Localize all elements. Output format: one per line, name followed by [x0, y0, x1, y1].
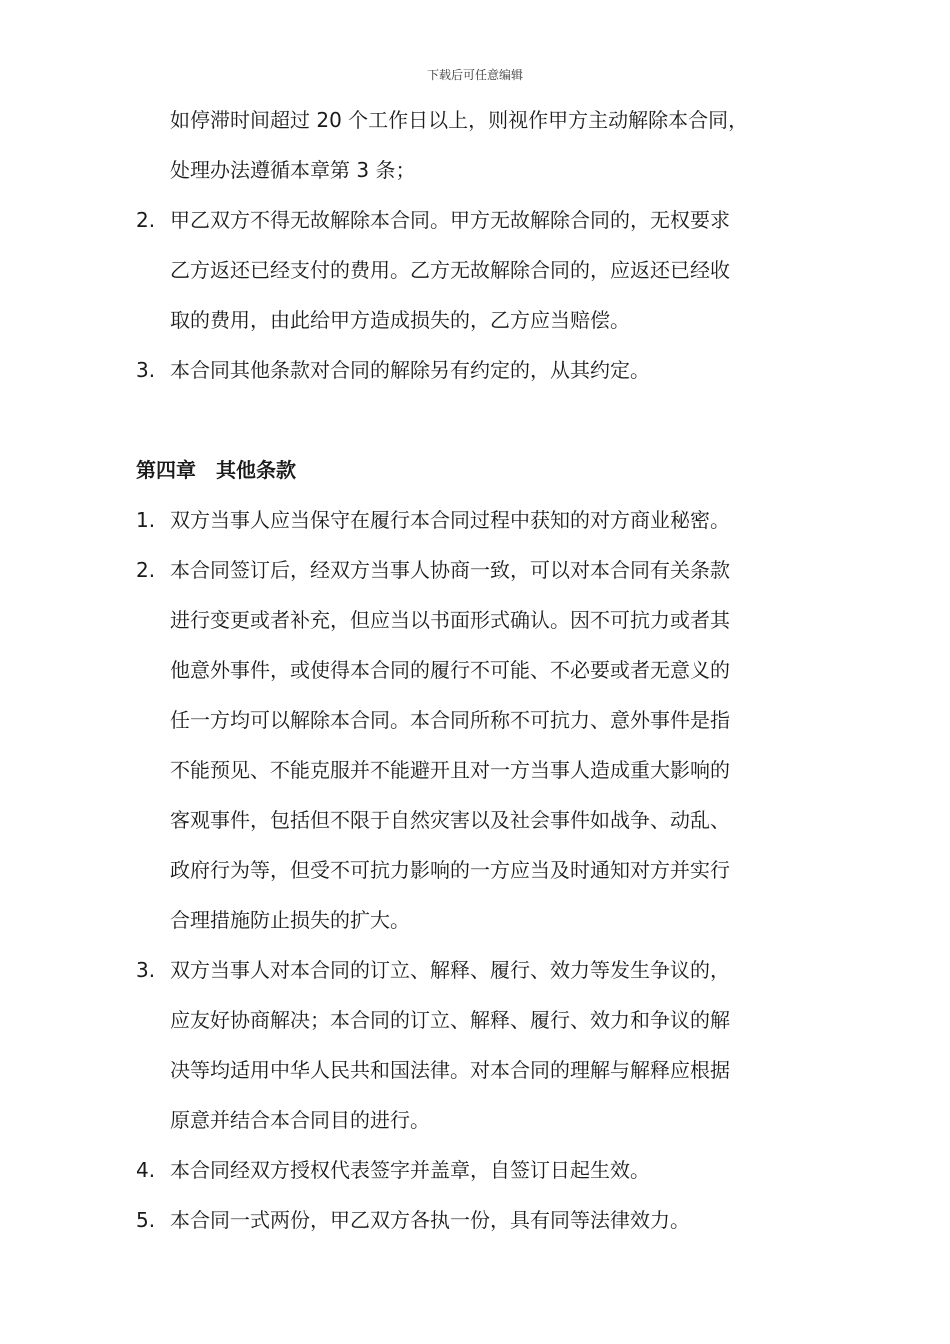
line-text: 本合同其他条款对合同的解除另有约定的，从其约定。 — [170, 358, 650, 382]
page-header: 下载后可任意编辑 — [426, 68, 523, 82]
line-text: 本合同经双方授权代表签字并盖章，自签订日起生效。 — [170, 1158, 650, 1182]
line-text: 处理办法遵循本章第 3 条； — [170, 158, 416, 182]
item-number: 5. — [136, 1208, 156, 1232]
item-number: 3. — [136, 958, 156, 982]
line-text: 甲乙双方不得无故解除本合同。甲方无故解除合同的，无权要求 — [170, 208, 730, 232]
line-text: 合理措施防止损失的扩大。 — [170, 908, 410, 932]
line-text: 本合同一式两份，甲乙双方各执一份，具有同等法律效力。 — [170, 1208, 690, 1232]
line-text: 决等均适用中华人民共和国法律。对本合同的理解与解释应根据 — [170, 1058, 730, 1082]
line-text: 乙方返还已经支付的费用。乙方无故解除合同的，应返还已经收 — [170, 258, 730, 282]
chapter-heading: 第四章 其他条款 — [136, 458, 296, 482]
line-text: 本合同签订后，经双方当事人协商一致，可以对本合同有关条款 — [170, 558, 730, 582]
line-text: 应友好协商解决；本合同的订立、解释、履行、效力和争议的解 — [170, 1008, 730, 1032]
line-text: 如停滞时间超过 20 个工作日以上，则视作甲方主动解除本合同， — [170, 108, 749, 132]
line-text: 不能预见、不能克服并不能避开且对一方当事人造成重大影响的 — [170, 758, 730, 782]
item-number: 1. — [136, 508, 156, 532]
item-number: 4. — [136, 1158, 156, 1182]
item-number: 2. — [136, 558, 156, 582]
line-text: 客观事件，包括但不限于自然灾害以及社会事件如战争、动乱、 — [170, 808, 730, 832]
line-text: 他意外事件，或使得本合同的履行不可能、不必要或者无意义的 — [170, 658, 730, 682]
line-text: 取的费用，由此给甲方造成损失的，乙方应当赔偿。 — [170, 308, 630, 332]
line-text: 任一方均可以解除本合同。本合同所称不可抗力、意外事件是指 — [170, 708, 730, 732]
line-text: 原意并结合本合同目的进行。 — [170, 1108, 430, 1132]
line-text: 双方当事人对本合同的订立、解释、履行、效力等发生争议的， — [170, 958, 730, 982]
line-text: 双方当事人应当保守在履行本合同过程中获知的对方商业秘密。 — [170, 508, 730, 532]
line-text: 进行变更或者补充，但应当以书面形式确认。因不可抗力或者其 — [170, 608, 730, 632]
item-number: 2. — [136, 208, 156, 232]
line-text: 政府行为等，但受不可抗力影响的一方应当及时通知对方并实行 — [170, 858, 730, 882]
item-number: 3. — [136, 358, 156, 382]
